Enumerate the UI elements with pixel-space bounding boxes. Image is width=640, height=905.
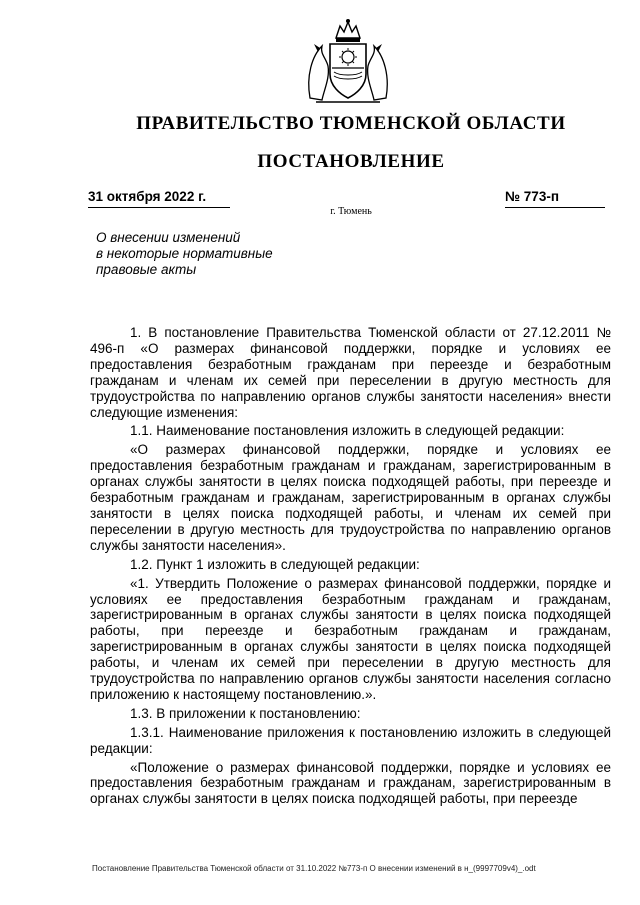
government-title: ПРАВИТЕЛЬСТВО ТЮМЕНСКОЙ ОБЛАСТИ (136, 113, 566, 134)
body-paragraph: «О размерах финансовой поддержки, порядке и условиях ее предоставления безработным гражданам и гражданам, зарегистрированным в органах службы занятости в целях поиска подходящей работы, при переезде и безработным гражданам и гражданам, зарегистрированным в органах службы занятости в целях поиска подходящей работы, и членам их семей при переселении в другую местность для трудоустройства по направлению органов службы занятости населения». (90, 442, 611, 553)
body-paragraph: 1. В постановление Правительства Тюменской области от 27.12.2011 № 496-п «О размерах финансовой поддержки, порядке и условиях ее предоставления безработным гражданам при переезде и безработным гражданам и членам их семей при переселении в другую местность для трудоустройства по направлению органов службы занятости населения» внести следующие изменения: (90, 325, 611, 420)
body-paragraph: «1. Утвердить Положение о размерах финансовой поддержки, порядке и условиях ее предоставления безработным гражданам и гражданам, зарегистрированным в органах службы занятости в целях поиска подходящей работы, при переезде и безработным гражданам и гражданам, зарегистрированным в органах службы занятости в целях поиска подходящей работы, и членам их семей при переселении в другую местность для трудоустройства по направлению органов службы занятости населения согласно приложению к настоящему постановлению.». (90, 575, 611, 702)
document-type: ПОСТАНОВЛЕНИЕ (257, 151, 445, 172)
subject-line: О внесении изменений (96, 230, 241, 245)
document-subject (96, 230, 316, 278)
document-body (90, 325, 611, 810)
body-paragraph: 1.3.1. Наименование приложения к постановлению изложить в следующей редакции: (90, 724, 611, 756)
document-city: г. Тюмень (330, 206, 372, 217)
document-number: № 773-п (505, 189, 605, 208)
body-paragraph: 1.2. Пункт 1 изложить в следующей редакции: (130, 556, 420, 572)
tyumen-coat-of-arms-icon (298, 16, 398, 108)
body-paragraph: 1.1. Наименование постановления изложить в следующей редакции: (130, 423, 565, 439)
page-footer: Постановление Правительства Тюменской области от 31.10.2022 №773-п О внесении изменений в н_(9997709v4)_.odt (92, 864, 536, 873)
subject-line: в некоторые нормативные (96, 246, 273, 261)
subject-line: правовые акты (96, 262, 197, 277)
document-date: 31 октября 2022 г. (88, 189, 230, 208)
body-paragraph: «Положение о размерах финансовой поддержки, порядке и условиях ее предоставления безработным гражданам и гражданам, зарегистрированным в органах службы занятости в целях поиска подходящей работы, при переезде (90, 759, 611, 807)
body-paragraph: 1.3. В приложении к постановлению: (130, 705, 361, 721)
